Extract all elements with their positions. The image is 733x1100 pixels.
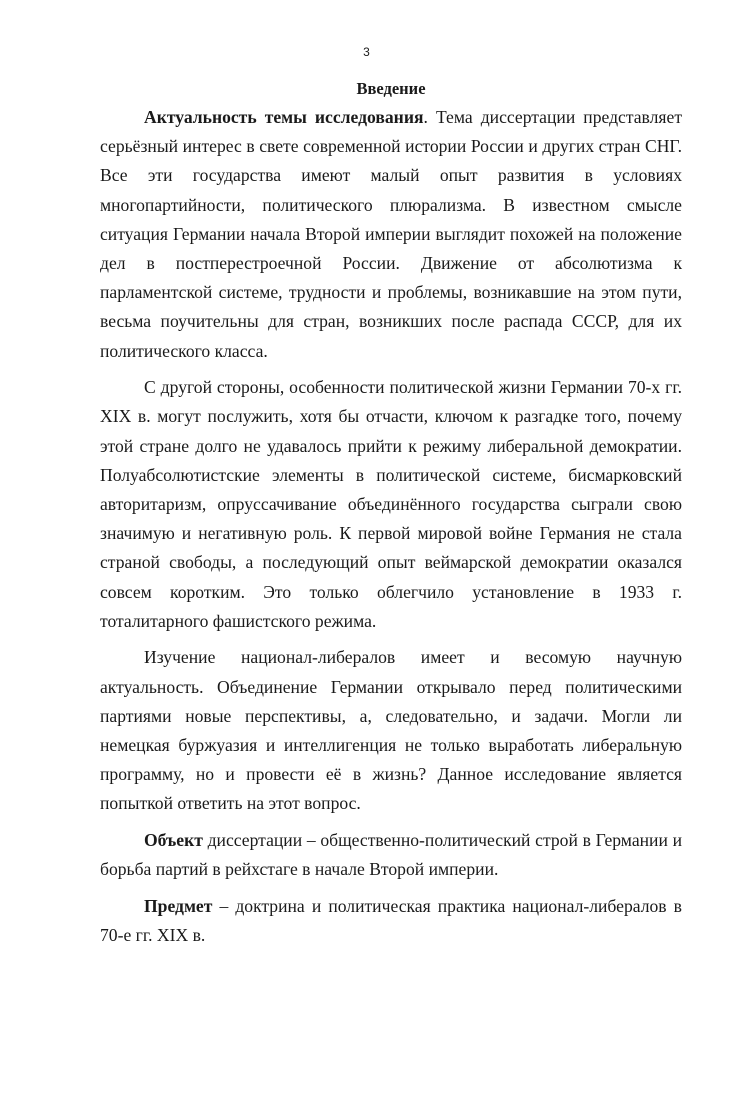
paragraph-other-side bbox=[100, 373, 682, 636]
body-text bbox=[100, 103, 682, 958]
paragraph-text: диссертации – общественно-политический строй в Германии и борьба партий в рейхстаге в начале Второй империи. bbox=[100, 830, 682, 880]
paragraph-text: Изучение национал-либералов имеет и весомую научную актуальность. Объединение Германии открывало перед политическими партиями новые перспективы, а, следовательно, и задачи. Могли ли немецкая буржуазия и интеллигенция не только выработать либеральную программу, но и провести её в жизнь? Данное исследование является попыткой ответить на этот вопрос. bbox=[100, 647, 682, 814]
paragraph-lead: Предмет bbox=[144, 895, 213, 916]
paragraph-text: . Тема диссертации представляет серьёзный интерес в свете современной истории России и других стран СНГ. Все эти государства имеют малый опыт развития в условиях многопартийности, политического плюрализма. В известном смысле ситуация Германии начала Второй империи выглядит похожей на положение дел в постперестроечной России. Движение от абсолютизма к парламентской системе, трудности и проблемы, возникавшие на этом пути, весьма поучительны для стран, возникших после распада СССР, для их политического класса. bbox=[100, 107, 683, 361]
paragraph-lead: Актуальность темы исследования bbox=[144, 107, 424, 127]
page-number: 3 bbox=[363, 45, 370, 59]
paragraph-lead: Объект bbox=[144, 830, 203, 851]
paragraph-text: – доктрина и политическая практика национал-либералов в 70-е гг. XIX в. bbox=[100, 895, 682, 946]
paragraph-object bbox=[100, 826, 682, 884]
paragraph-relevance bbox=[100, 103, 682, 366]
paragraph-subject bbox=[100, 892, 682, 950]
section-heading: Введение bbox=[356, 79, 426, 98]
paragraph-text: С другой стороны, особенности политической жизни Германии 70-х гг. XIX в. могут послужить, хотя бы отчасти, ключом к разгадке того, почему этой стране долго не удавалось прийти к режиму либеральной демократии. Полуабсолютистские элементы в политической системе, бисмарковский авторитаризм, опруссачивание объединённого государства сыграли свою значимую и негативную роль. К первой мировой войне Германия не стала страной свободы, а последующий опыт веймарской демократии оказался совсем коротким. Это только облегчило установление в 1933 г. тоталитарного фашистского режима. bbox=[100, 377, 682, 631]
paragraph-scientific-relevance bbox=[100, 643, 682, 818]
